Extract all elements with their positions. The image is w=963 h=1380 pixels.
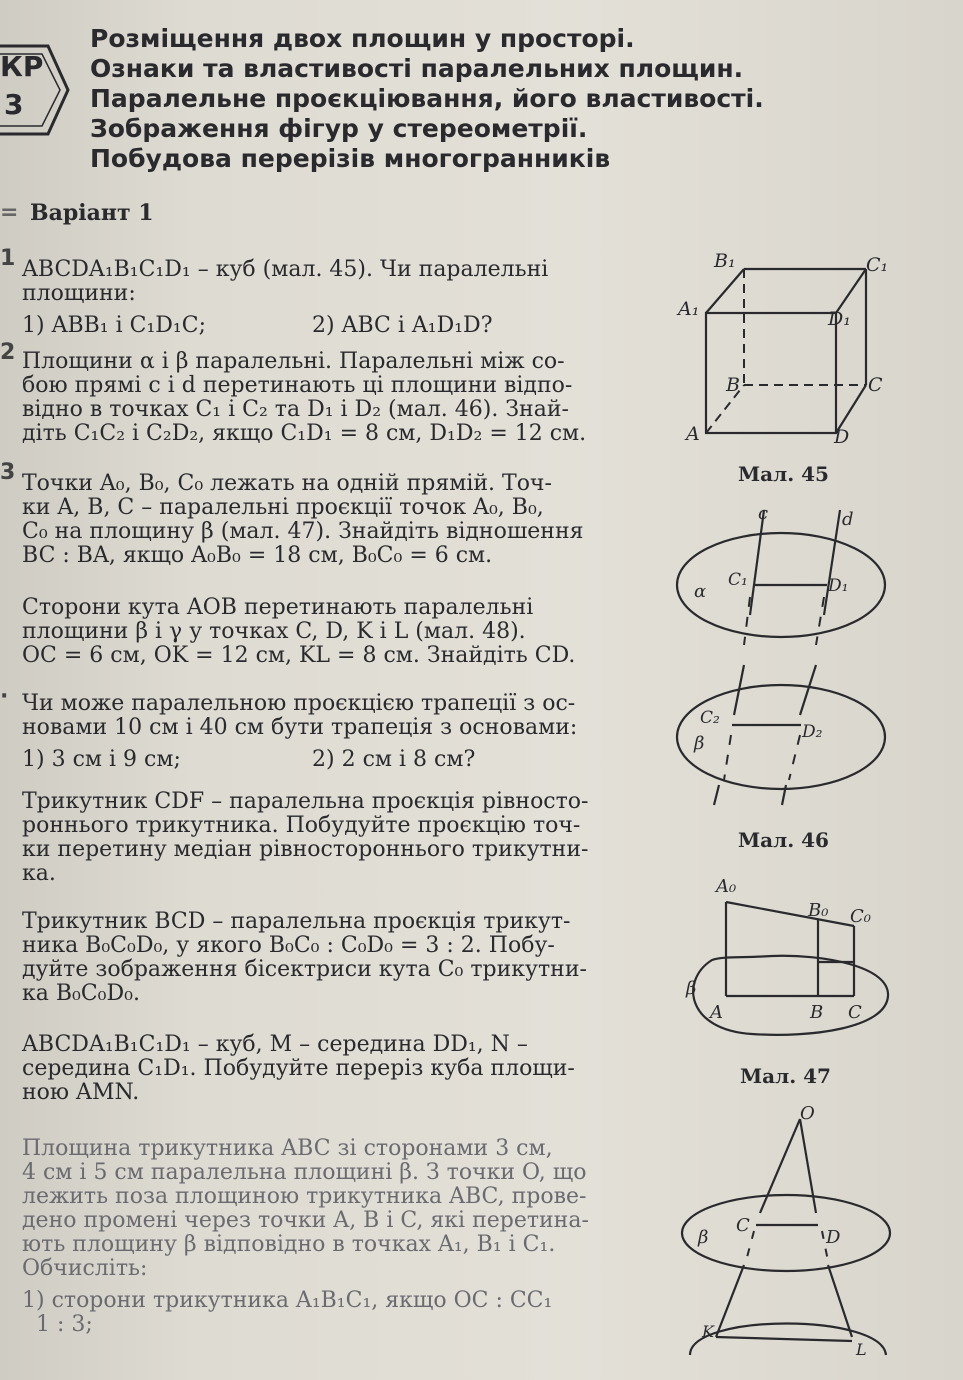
label-B: B bbox=[810, 1002, 824, 1023]
task-1-option-2: 2) ABC і A₁D₁D? bbox=[312, 313, 493, 338]
label-d: d bbox=[842, 509, 854, 530]
task-9-line: 4 см і 5 см паралельна площині β. З точки O, що bbox=[22, 1160, 587, 1185]
line-d-hidden bbox=[816, 597, 824, 645]
task-5-option-1: 1) 3 см і 9 см; bbox=[22, 747, 181, 772]
task-2-line: Площини α і β паралельні. Паралельні між со- bbox=[22, 349, 565, 374]
task-8 bbox=[22, 1033, 652, 1105]
task-4-line: Сторони кута AOB перетинають паралельні bbox=[22, 595, 534, 620]
label-beta: β bbox=[686, 978, 697, 999]
figure-48-angle bbox=[676, 1105, 906, 1375]
label-B0: B₀ bbox=[808, 900, 829, 921]
heading-line-4: Зображення фігур у стереометрії. bbox=[90, 114, 588, 143]
heading-line-2: Ознаки та властивості паралельних площин. bbox=[90, 54, 744, 83]
label-C: C bbox=[868, 374, 883, 396]
task-3 bbox=[22, 472, 652, 568]
task-3-line: BC : BA, якщо A₀B₀ = 18 см, B₀C₀ = 6 см. bbox=[22, 543, 493, 568]
task-7-line: ка B₀C₀D₀. bbox=[22, 981, 140, 1006]
line-c-hidden bbox=[744, 597, 750, 645]
task-1-option-1: 1) ABB₁ і C₁D₁C; bbox=[22, 313, 206, 338]
task-7 bbox=[22, 910, 652, 1006]
task-6-line: Трикутник CDF – паралельна проєкція рівносто- bbox=[22, 789, 589, 814]
task-2-line: бою прямі c і d перетинають ці площини відпо- bbox=[22, 373, 573, 398]
task-9-subquestion-1: 1) сторони трикутника A₁B₁C₁, якщо OC : CC₁ bbox=[22, 1288, 553, 1313]
task-2-line: відно в точках C₁ і C₂ та D₁ і D₂ (мал. 46). Знай- bbox=[22, 397, 569, 422]
task-number-3: 3 bbox=[0, 460, 16, 485]
task-6 bbox=[22, 790, 652, 886]
heading-line-3: Паралельне проєкціювання, його властивості. bbox=[90, 84, 764, 113]
label-L: L bbox=[856, 1340, 867, 1359]
task-3-line: ки A, B, C – паралельні проєкції точок A₀, B₀, bbox=[22, 495, 544, 520]
section-heading bbox=[90, 24, 764, 174]
task-number-5: · bbox=[0, 684, 9, 709]
label-C0: C₀ bbox=[850, 906, 871, 927]
task-8-line: середина C₁D₁. Побудуйте переріз куба площи- bbox=[22, 1056, 575, 1081]
test-badge-label bbox=[0, 48, 43, 124]
figure-47-caption: Мал. 47 bbox=[740, 1064, 831, 1088]
task-2 bbox=[22, 350, 652, 446]
task-1-line: ABCDA₁B₁C₁D₁ – куб (мал. 45). Чи паралельні bbox=[22, 257, 549, 282]
ray-OA bbox=[760, 1119, 800, 1213]
task-9-line: дено промені через точки A, B і C, які перетина- bbox=[22, 1208, 589, 1233]
task-7-line: ника B₀C₀D₀, у якого B₀C₀ : C₀D₀ = 3 : 2. Побу- bbox=[22, 933, 555, 958]
task-9 bbox=[22, 1137, 652, 1337]
task-4-line: OC = 6 см, OK = 12 см, KL = 8 см. Знайдіть CD. bbox=[22, 643, 576, 668]
figure-46-caption: Мал. 46 bbox=[738, 828, 829, 852]
task-5 bbox=[22, 692, 652, 772]
label-D1: D₁ bbox=[828, 576, 849, 596]
label-D2: D₂ bbox=[802, 722, 823, 742]
task-9-line: Обчисліть: bbox=[22, 1256, 148, 1281]
label-A: A bbox=[686, 423, 700, 445]
segment-KL bbox=[716, 1337, 852, 1341]
ray-OB bbox=[800, 1119, 816, 1213]
label-C2: C₂ bbox=[700, 708, 720, 728]
variant-title: Варіант 1 bbox=[30, 200, 154, 226]
heading-line-1: Розміщення двох площин у просторі. bbox=[90, 24, 635, 53]
label-C: C bbox=[736, 1215, 750, 1236]
line-d bbox=[800, 665, 816, 715]
plane-beta bbox=[677, 685, 885, 789]
label-c: c bbox=[758, 505, 769, 524]
task-5-line: новами 10 см і 40 см бути трапеція з основами: bbox=[22, 715, 578, 740]
label-K: K bbox=[702, 1322, 714, 1341]
line-c-hidden bbox=[724, 735, 731, 780]
label-beta: β bbox=[698, 1227, 709, 1248]
label-C1: C₁ bbox=[728, 570, 748, 590]
task-1 bbox=[22, 258, 652, 338]
figure-46-planes bbox=[674, 505, 904, 810]
figure-47-projection bbox=[672, 870, 902, 1060]
line-A0C0 bbox=[726, 902, 854, 926]
line-d bbox=[824, 510, 840, 615]
task-4-line: площини β і γ у точках C, D, K і L (мал. 48). bbox=[22, 619, 526, 644]
task-6-line: ка. bbox=[22, 861, 56, 886]
badge-line-2: 3 bbox=[4, 88, 24, 121]
line-c bbox=[750, 510, 764, 615]
task-3-line: Точки A₀, B₀, C₀ лежать на одній прямій. Точ- bbox=[22, 471, 552, 496]
label-C1: C₁ bbox=[866, 254, 889, 276]
task-5-line: Чи може паралельною проєкцією трапеції з ос- bbox=[22, 691, 576, 716]
label-beta: β bbox=[694, 733, 705, 754]
task-6-line: ки перетину медіан рівностороннього трикутни- bbox=[22, 837, 589, 862]
task-6-line: роннього трикутника. Побудуйте проєкцію точ- bbox=[22, 813, 581, 838]
label-B1: B₁ bbox=[714, 250, 736, 272]
task-2-line: діть C₁C₂ і C₂D₂, якщо C₁D₁ = 8 см, D₁D₂ = 12 см. bbox=[22, 421, 587, 446]
cube-front-face bbox=[706, 313, 836, 433]
label-B: B bbox=[726, 374, 740, 396]
cube-edge bbox=[836, 269, 866, 313]
task-1-line: площини: bbox=[22, 281, 136, 306]
label-A: A bbox=[710, 1002, 723, 1023]
label-O: O bbox=[800, 1105, 815, 1124]
task-9-line: ють площину β відповідно в точках A₁, B₁ і C₁. bbox=[22, 1232, 556, 1257]
task-number-2: 2 bbox=[0, 340, 16, 365]
task-5-option-2: 2) 2 см і 8 см? bbox=[312, 747, 476, 772]
task-9-line: Площина трикутника ABC зі сторонами 3 см, bbox=[22, 1136, 553, 1161]
label-A0: A₀ bbox=[716, 876, 737, 897]
task-number-1: 1 bbox=[0, 246, 16, 271]
variant-marker: = bbox=[0, 200, 19, 225]
task-7-line: дуйте зображення бісектриси кута C₀ трикутни- bbox=[22, 957, 587, 982]
task-9-line: лежить поза площиною трикутника ABC, прове- bbox=[22, 1184, 587, 1209]
task-9-subquestion-1-cont: 1 : 3; bbox=[36, 1312, 93, 1337]
label-C: C bbox=[848, 1002, 862, 1023]
label-D: D bbox=[826, 1227, 841, 1248]
badge-line-1: КР bbox=[0, 50, 44, 83]
label-alpha: α bbox=[694, 581, 707, 602]
figure-45-caption: Мал. 45 bbox=[738, 462, 829, 486]
figure-45-cube bbox=[670, 245, 910, 455]
task-8-line: ABCDA₁B₁C₁D₁ – куб, M – середина DD₁, N – bbox=[22, 1032, 528, 1057]
label-D: D bbox=[834, 426, 850, 448]
task-7-line: Трикутник BCD – паралельна проєкція трикут- bbox=[22, 909, 571, 934]
task-8-line: ною AMN. bbox=[22, 1080, 140, 1105]
task-4 bbox=[22, 596, 652, 668]
heading-line-5: Побудова перерізів многогранників bbox=[90, 144, 611, 173]
line-c bbox=[714, 785, 719, 805]
label-A1: A₁ bbox=[678, 298, 700, 320]
task-3-line: C₀ на площину β (мал. 47). Знайдіть відношення bbox=[22, 519, 584, 544]
line-d-hidden bbox=[789, 735, 800, 780]
cube-edge bbox=[706, 269, 744, 313]
label-D1: D₁ bbox=[828, 308, 851, 330]
plane-beta bbox=[682, 1195, 890, 1271]
